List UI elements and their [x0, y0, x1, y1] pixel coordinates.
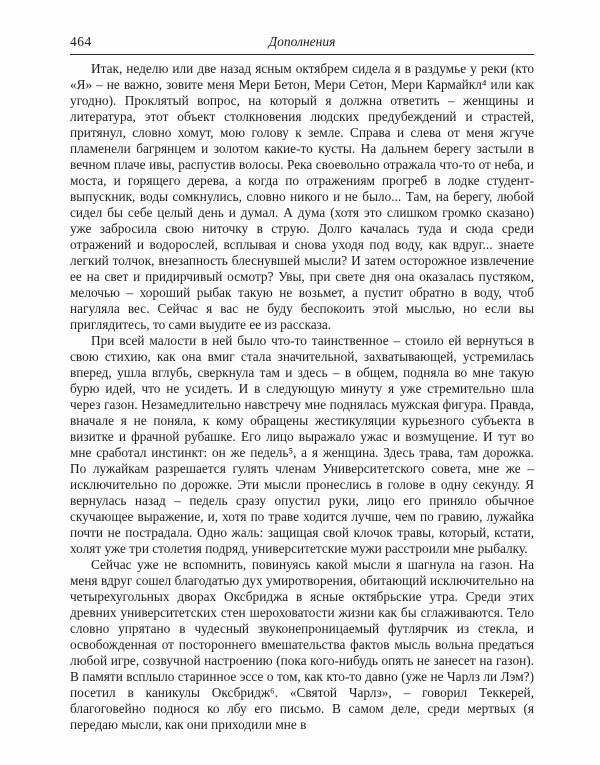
body-text: [70, 61, 534, 733]
page-number: 464: [70, 34, 92, 49]
page-header: [70, 33, 534, 51]
running-title: Дополнения: [268, 34, 336, 49]
paragraph: При всей малости в ней было что-то таинственное – стоило ей вернуться в свою стихию, как она вмиг стала значительной, захватывающей, устремилась вперед, ушла вглубь, сверкнула там и здесь – в общем, подняла во мне такую бурю идей, что не усидеть. И в следующую минуту я уже стремительно шла через газон. Незамедлительно навстречу мне поднялась мужская фигура. Правда, вначале я не поняла, к кому обращены жестикуляции курьезного субъекта в визитке и фрачной рубашке. Его лицо выражало ужас и возмущение. И тут во мне сработал инстинкт: он же педель⁵, а я женщина. Здесь трава, там дорожка. По лужайкам разрешается гулять членам Университетского совета, мне же – исключительно по дорожке. Эти мысли пронеслись в голове в одну секунду. Я вернулась назад – педель сразу опустил руки, лицо его приняло обычное скучающее выражение, и, хотя по траве ходится лучше, чем по гравию, лужайка почти не пострадала. Одно жаль: защищая свой клочок травы, который, кстати, холят уже три столетия подряд, университетские мужи расстроили мне рыбалку.: [70, 333, 534, 556]
paragraph: Итак, неделю или две назад ясным октябрем сидела я в раздумье у реки (кто «Я» – не важно, зовите меня Мери Бетон, Мери Сетон, Мери Кармайкл⁴ или как угодно). Проклятый вопрос, на который я должна ответить – женщины и литература, этот объект столкновения людских предубеждений и страстей, притянул, словно хомут, мою голову к земле. Справа и слева от меня жгуче пламенели багрянцем и золотом какие-то кусты. На дальнем берегу застыли в вечном плаче ивы, распустив волосы. Река своевольно отражала что-то от неба, и моста, и горящего дерева, а когда по отражениям прогреб в лодке студент-выпускник, воды сомкнулись, словно никого и не было... Там, на берегу, любой сидел бы себе целый день и думал. А дума (хотя это слишком громко сказано) уже забросила свою ниточку в струю. Долго качалась туда и сюда среди отражений и водорослей, всплывая и снова уходя под воду, как вдруг... знаете легкий толчок, внезапность блеснувшей мысли? И затем осторожное извлечение ее на свет и придирчивый осмотр? Увы, при свете дня она оказалась пустяком, мелочью – хороший рыбак такую не возьмет, а пустит обратно в воду, чтоб нагуляла вес. Сейчас я вас не буду беспокоить этой мыслью, но если вы приглядитесь, то сами выудите ее из рассказа.: [70, 61, 534, 332]
paragraph: Сейчас уже не вспомнить, повинуясь какой мысли я шагнула на газон. На меня вдруг сошел благодатью дух умиротворения, обитающий исключительно на четырехугольных дворах Оксбриджа в ясные октябрьские утра. Среди этих древних университетских стен шероховатости жизни как бы сглаживаются. Тело словно упрятано в чудесный звуконепроницаемый футлярчик из стекла, и освобожденная от постороннего вмешательства фактов мысль вольна предаться любой игре, созвучной настроению (пока кого-нибудь опять не занесет на газон). В памяти всплыло старинное эссе о том, как кто-то давно (уже не Чарлз ли Лэм?) посетил в каникулы Оксбридж⁶. «Святой Чарлз», – говорил Теккерей, благоговейно поднося ко лбу его письмо. В самом деле, среди мертвых (я передаю мысли, как они приходили мне в: [70, 557, 534, 732]
header-rule: [70, 54, 534, 55]
